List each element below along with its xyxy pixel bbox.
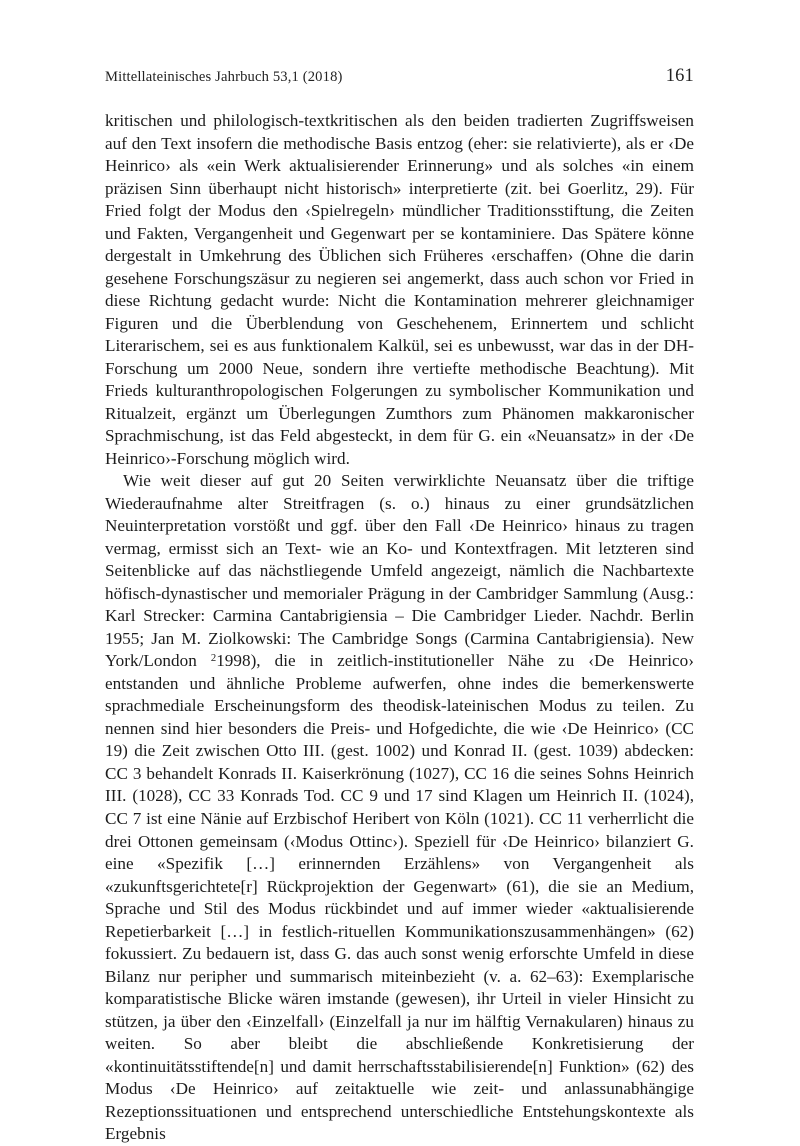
running-header <box>105 66 694 86</box>
body-text-block <box>105 110 694 1146</box>
edition-superscript: 2 <box>210 653 217 665</box>
body-paragraph: Wie weit dieser auf gut 20 Seiten verwirklichte Neuansatz über die triftige Wiederaufnahme alter Streitfragen (s. o.) hinaus zu einer grundsätzlichen Neuinterpretation vorstößt und ggf. über den Fall ‹De Heinrico› hinaus zu tragen vermag, ermisst sich an Text- wie an Ko- und Kontextfragen. Mit letzteren sind Seitenblicke auf das nächstliegende Umfeld angezeigt, nämlich die Nachbartexte höfisch-dynastischer und memorialer Prägung in der Cambridger Sammlung (Ausg.: Karl Strecker: Carmina Cantabrigiensia – Die Cambridger Lieder. Nachdr. Berlin 1955; Jan M. Ziolkowski: The Cambridge Songs (Carmina Cantabrigiensia). New York/London $^2$1998), die in zeitlich-institutioneller Nähe zu ‹De Heinrico› entstanden und ähnliche Probleme aufwerfen, ohne indes die bemerkenswerte sprachmediale Erscheinungsform des theodisk-lateinischen Modus zu teilen. Zu nennen sind hier besonders die Preis- und Hofgedichte, die wie ‹De Heinrico› (CC 19) die Zeit zwischen Otto III. (gest. 1002) und Konrad II. (gest. 1039) abdecken: CC 3 behandelt Konrads II. Kaiserkrönung (1027), CC 16 die seines Sohns Heinrich III. (1028), CC 33 Konrads Tod. CC 9 und 17 sind Klagen um Heinrich II. (1024), CC 7 ist eine Nänie auf Erzbischof Heribert von Köln (1021). CC 11 verherrlicht die drei Ottonen gemeinsam (‹Modus Ottinc›). Speziell für ‹De Heinrico› bilanziert G. eine «Spezifik […] erinnernden Erzählens» von Vergangenheit als «zukunftsgerichtete[r] Rückprojektion der Gegenwart» (61), die sie an Medium, Sprache und Stil des Modus rückbindet und auf immer wieder «aktualisierende Repetierbarkeit […] in festlich-rituellen Kommunikationszusammenhängen» (62) fokussiert. Zu bedauern ist, dass G. das auch sonst wenig erforschte Umfeld in diese Bilanz nur peripher und summarisch miteinbezieht (v. a. 62–63): Exemplarische komparatistische Blicke wären imstande (gewesen), ihr Urteil in vieler Hinsicht zu stützen, ja über den ‹Einzelfall› (Einzelfall ja nur im hälftig Vernakularen) hinaus zu weiten. So aber bleibt die abschließende Konkretisierung der «kontinuitätsstiftende[n] und damit herrschaftsstabilisierende[n] Funktion» (62) des Modus ‹De Heinrico› auf zeitaktuelle wie zeit- und anlassunabhängige Rezeptionssituationen und entsprechend unterschiedliche Entstehungskontexte als Ergebnis <box>105 471 694 1144</box>
body-paragraph: kritischen und philologisch-textkritischen als den beiden tradierten Zugriffsweisen auf den Text insofern die methodische Basis entzog (eher: sie relativierte), als er ‹De Heinrico› als «ein Werk aktualisierender Erinnerung» und als solches «in einem präzisen Sinn überhaupt nicht historisch» interpretierte (zit. bei Goerlitz, 29). Für Fried folgt der Modus den ‹Spielregeln› mündlicher Traditionsstiftung, die Zeiten und Fakten, Vergangenheit und Gegenwart per se kontaminiere. Das Spätere könne dergestalt in Umkehrung des Üblichen sich Früheres ‹erschaffen› (Ohne die darin gesehene Forschungszäsur zu negieren sei angemerkt, dass auch schon vor Fried in diese Richtung gedacht wurde: Nicht die Kontamination mehrerer gleichnamiger Figuren und die Überblendung von Geschehenem, Erinnertem und schlicht Literarischem, sei es aus funktionalem Kalkül, sei es unbewusst, war das in der DH-Forschung um 2000 Neue, sondern ihre vertiefte methodische Beachtung). Mit Frieds kulturanthropologischen Folgerungen zu symbolischer Kommunikation und Ritualzeit, ergänzt um Überlegungen Zumthors zum Phänomen makkaronischer Sprachmischung, ist das Feld abgesteckt, in dem für G. ein «Neuansatz» in der ‹De Heinrico›-Forschung möglich wird. <box>105 111 694 468</box>
page-number: 161 <box>665 66 694 86</box>
running-header-title: Mittellateinisches Jahrbuch 53,1 (2018) <box>105 69 343 85</box>
